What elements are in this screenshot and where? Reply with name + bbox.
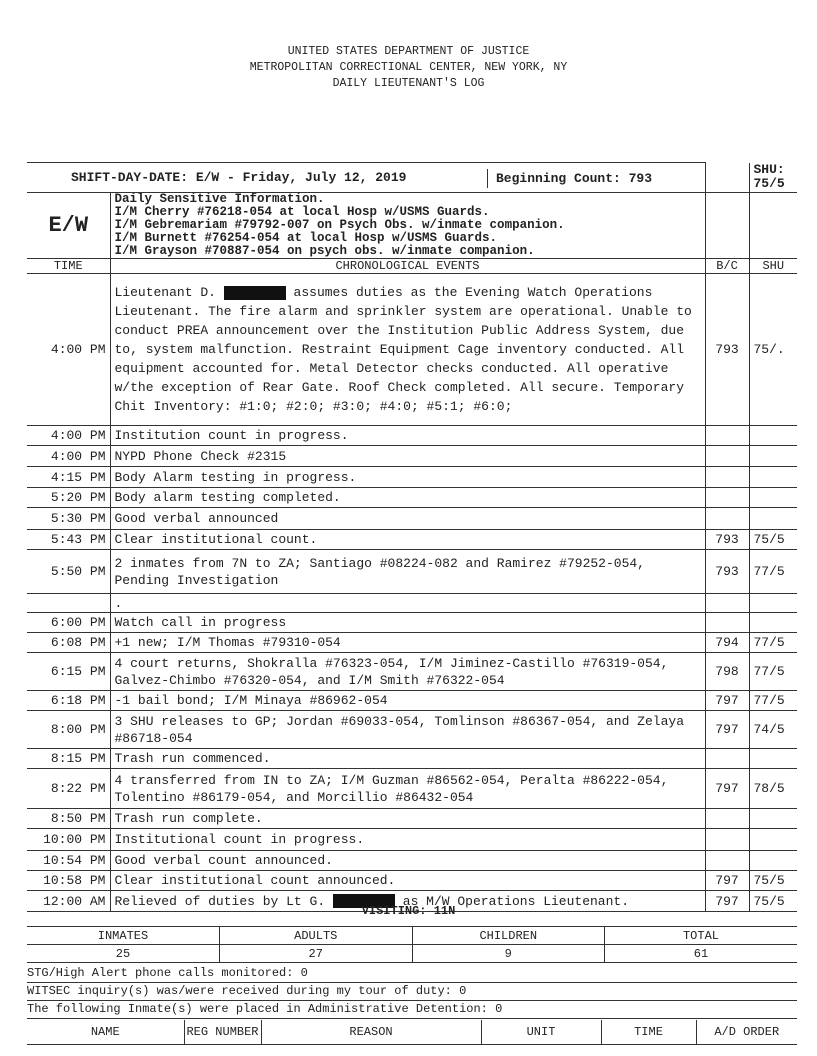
entry-shu	[749, 749, 797, 769]
entry-text: -1 bail bond; I/M Minaya #86962-054	[110, 691, 705, 711]
entry-bc: 794	[705, 633, 749, 653]
entry-shu: 77/5	[749, 550, 797, 594]
entry-bc	[705, 508, 749, 530]
admin-detention-line: The following Inmate(s) were placed in Administrative Detention: 0	[27, 1000, 797, 1019]
sensitive-info	[110, 193, 705, 259]
entry-text: Institution count in progress.	[110, 426, 705, 446]
log-entry	[27, 508, 797, 530]
entry-time: 4:00 PM	[27, 426, 110, 446]
shift-code: E/W	[27, 193, 110, 259]
entry-bc	[705, 829, 749, 851]
shift-day-date: SHIFT-DAY-DATE: E/W - Friday, July 12, 2019	[71, 170, 407, 185]
sensitive-info-row	[27, 193, 797, 259]
document-header	[0, 44, 817, 92]
entry-bc	[705, 594, 749, 613]
entry-bc: 797	[705, 711, 749, 749]
ad-header-reg: REG NUMBER	[184, 1020, 261, 1045]
shu-header: SHU	[749, 259, 797, 274]
sensitive-line: I/M Grayson #70887-054 on psych obs. w/inmate companion.	[114, 244, 535, 258]
ad-header-order: A/D ORDER	[696, 1020, 797, 1045]
entry-bc	[705, 446, 749, 467]
shu-label: SHU:	[753, 162, 785, 178]
entry-time: 8:50 PM	[27, 809, 110, 829]
entry-text: NYPD Phone Check #2315	[110, 446, 705, 467]
admin-detention-table	[27, 1020, 797, 1045]
log-entry	[27, 426, 797, 446]
sensitive-line: Daily Sensitive Information.	[114, 192, 325, 206]
entry-shu: 75/5	[749, 530, 797, 550]
entry-bc	[705, 749, 749, 769]
entry-bc	[705, 851, 749, 871]
entry-shu: 75/.	[749, 274, 797, 426]
log-entry	[27, 633, 797, 653]
daily-log-table	[27, 162, 797, 912]
sensitive-line: I/M Burnett #76254-054 at local Hosp w/USMS Guards.	[114, 231, 498, 245]
sensitive-line: I/M Gebremariam #79792-007 on Psych Obs. w/inmate companion.	[114, 218, 565, 232]
entry-shu	[749, 446, 797, 467]
entry-time: 10:58 PM	[27, 871, 110, 891]
entry-shu: 75/5	[749, 891, 797, 912]
entry-bc: 797	[705, 891, 749, 912]
entry-text-part: Lieutenant D.	[114, 285, 216, 300]
entry-text: Institutional count in progress.	[110, 829, 705, 851]
entry-bc: 797	[705, 769, 749, 809]
entry-bc	[705, 488, 749, 508]
entry-time: 10:00 PM	[27, 829, 110, 851]
log-entry	[27, 550, 797, 594]
entry-bc: 797	[705, 691, 749, 711]
column-header-row	[27, 259, 797, 274]
entry-shu	[749, 613, 797, 633]
entry-shu: 77/5	[749, 653, 797, 691]
log-entry	[27, 613, 797, 633]
entry-bc	[705, 467, 749, 488]
entry-text: 4 transferred from IN to ZA; I/M Guzman #86562-054, Peralta #86222-054, Tolentino #86179-054, and Morcillio #86432-054	[110, 769, 705, 809]
entry-shu	[749, 467, 797, 488]
entry-time: 6:08 PM	[27, 633, 110, 653]
entry-shu	[749, 488, 797, 508]
entry-time: 5:50 PM	[27, 550, 110, 594]
entry-time: 8:15 PM	[27, 749, 110, 769]
visiting-title: VISITING: 11N	[361, 904, 456, 918]
entry-shu: 77/5	[749, 691, 797, 711]
ad-header-unit: UNIT	[481, 1020, 601, 1045]
visiting-header: INMATES	[27, 927, 220, 945]
entry-text: Body alarm testing completed.	[110, 488, 705, 508]
events-header: CHRONOLOGICAL EVENTS	[110, 259, 705, 274]
entry-bc	[705, 613, 749, 633]
entry-text: +1 new; I/M Thomas #79310-054	[110, 633, 705, 653]
entry-text: Clear institutional count.	[110, 530, 705, 550]
visiting-inmates: 25	[27, 945, 220, 963]
entry-time: 5:43 PM	[27, 530, 110, 550]
facility-title: METROPOLITAN CORRECTIONAL CENTER, NEW YORK, NY	[249, 61, 568, 74]
entry-text-part: Relieved of duties by Lt G.	[114, 893, 326, 909]
entry-bc: 793	[705, 550, 749, 594]
visiting-header: TOTAL	[605, 927, 798, 945]
entry-time: 4:15 PM	[27, 467, 110, 488]
log-entry	[27, 594, 797, 613]
log-entry	[27, 530, 797, 550]
entry-text: Body Alarm testing in progress.	[110, 467, 705, 488]
visiting-header: ADULTS	[220, 927, 413, 945]
log-entry	[27, 809, 797, 829]
entry-text: Good verbal count announced.	[110, 851, 705, 871]
log-entry	[27, 851, 797, 871]
entry-text: Trash run complete.	[110, 809, 705, 829]
entry-text: Watch call in progress	[110, 613, 705, 633]
entry-text: 4 court returns, Shokralla #76323-054, I/M Jiminez-Castillo #76319-054, Galvez-Chimbo #76320-054, and I/M Smith #76322-054	[110, 653, 705, 691]
redaction-box	[224, 286, 286, 300]
entry-shu: 74/5	[749, 711, 797, 749]
entry-bc: 793	[705, 274, 749, 426]
entry-time: 12:00 AM	[27, 891, 110, 912]
entry-bc: 797	[705, 871, 749, 891]
sensitive-line: I/M Cherry #76218-054 at local Hosp w/USMS Guards.	[114, 205, 490, 219]
entry-text-part: assumes duties as the Evening Watch Operations Lieutenant. The fire alarm and sprinkler system are operational. Unable to conduct PREA announcement over the Institution Public Address System, due to, system malfunction. Restraint Equipment Cage inventory conducted. All equipment accounted for. Metal Detector checks conducted. All operative w/the exception of Rear Gate. Roof Check completed. All secure. Temporary Chit Inventory: #1:0; #2:0; #3:0; #4:0; #5:1; #6:0;	[114, 285, 692, 414]
entry-time: 6:18 PM	[27, 691, 110, 711]
log-entry	[27, 749, 797, 769]
log-entry	[27, 467, 797, 488]
entry-text: Clear institutional count announced.	[110, 871, 705, 891]
entry-shu	[749, 508, 797, 530]
entry-text: .	[110, 594, 705, 613]
visiting-children: 9	[412, 945, 605, 963]
visiting-table	[27, 926, 797, 963]
entry-time: 4:00 PM	[27, 274, 110, 426]
stg-calls-line: STG/High Alert phone calls monitored: 0	[27, 964, 797, 983]
ad-header-reason: REASON	[261, 1020, 481, 1045]
entry-time	[27, 594, 110, 613]
entry-shu	[749, 851, 797, 871]
entry-shu	[749, 594, 797, 613]
entry-bc	[705, 426, 749, 446]
entry-time: 5:20 PM	[27, 488, 110, 508]
log-entry	[27, 769, 797, 809]
visiting-total: 61	[605, 945, 798, 963]
log-entry	[27, 711, 797, 749]
entry-time: 4:00 PM	[27, 446, 110, 467]
shift-row	[27, 163, 797, 193]
entry-time: 6:00 PM	[27, 613, 110, 633]
entry-text: Good verbal announced	[110, 508, 705, 530]
visiting-header: CHILDREN	[412, 927, 605, 945]
agency-title: UNITED STATES DEPARTMENT OF JUSTICE	[287, 45, 530, 58]
entry-shu: 78/5	[749, 769, 797, 809]
beginning-count: Beginning Count: 793	[487, 169, 652, 188]
log-title: DAILY LIEUTENANT'S LOG	[332, 77, 485, 90]
bc-header: B/C	[705, 259, 749, 274]
entry-text: 3 SHU releases to GP; Jordan #69033-054, Tomlinson #86367-054, and Zelaya #86718-054	[110, 711, 705, 749]
entry-shu	[749, 809, 797, 829]
visiting-adults: 27	[220, 945, 413, 963]
log-entry	[27, 829, 797, 851]
time-header: TIME	[27, 259, 110, 274]
log-entry	[27, 653, 797, 691]
entry-text-part: as M/W Operations Lieutenant.	[402, 893, 630, 909]
entry-time: 8:22 PM	[27, 769, 110, 809]
entry-time: 5:30 PM	[27, 508, 110, 530]
entry-shu: 75/5	[749, 871, 797, 891]
log-entry	[27, 871, 797, 891]
log-entry	[27, 274, 797, 426]
log-entry	[27, 446, 797, 467]
entry-bc: 798	[705, 653, 749, 691]
entry-time: 6:15 PM	[27, 653, 110, 691]
entry-bc	[705, 809, 749, 829]
log-entry	[27, 488, 797, 508]
entry-bc: 793	[705, 530, 749, 550]
entry-shu	[749, 829, 797, 851]
log-entry	[27, 691, 797, 711]
ad-header-name: NAME	[27, 1020, 184, 1045]
witsec-line: WITSEC inquiry(s) was/were received during my tour of duty: 0	[27, 982, 797, 1001]
entry-shu: 77/5	[749, 633, 797, 653]
entry-text	[110, 274, 705, 426]
shu-beginning-value: 75/5	[753, 176, 785, 192]
entry-time: 10:54 PM	[27, 851, 110, 871]
entry-time: 8:00 PM	[27, 711, 110, 749]
entry-text: Trash run commenced.	[110, 749, 705, 769]
entry-text: 2 inmates from 7N to ZA; Santiago #08224-082 and Ramirez #79252-054, Pending Investigation	[110, 550, 705, 594]
ad-header-time: TIME	[601, 1020, 696, 1045]
entry-shu	[749, 426, 797, 446]
